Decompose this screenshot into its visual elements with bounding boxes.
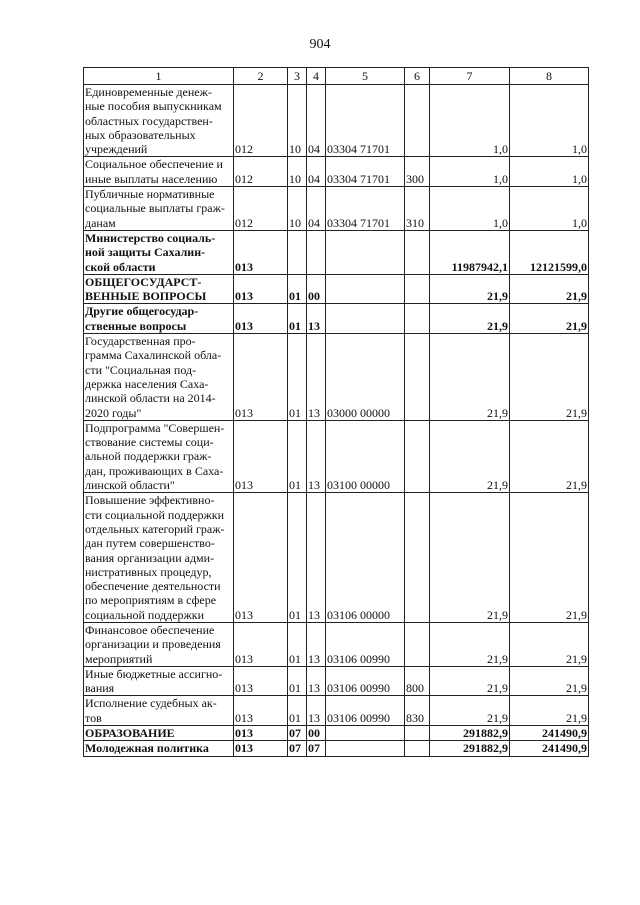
row-amount-2: 241490,9 — [510, 726, 589, 741]
row-target-code: 03100 00000 — [326, 420, 405, 492]
row-ministry-code: 013 — [234, 334, 288, 421]
row-amount-2: 21,9 — [510, 493, 589, 623]
row-name-line: ные пособия выпускникам — [85, 99, 222, 114]
row-name — [84, 274, 234, 304]
row-subsection-code: 04 — [307, 187, 326, 231]
row-name-line: дан путем совершенство- — [85, 536, 215, 551]
row-amount-2: 21,9 — [510, 696, 589, 726]
table-header-row — [84, 68, 589, 85]
row-name-line: Единовременные денеж- — [85, 85, 212, 99]
row-section-code: 01 — [288, 334, 307, 421]
row-expense-type — [405, 85, 430, 157]
row-amount-1: 21,9 — [430, 666, 510, 696]
row-amount-2: 241490,9 — [510, 741, 589, 756]
row-target-code — [326, 726, 405, 741]
row-name-line: организации и проведения — [85, 637, 221, 652]
row-name-line: ной защиты Сахалин- — [85, 245, 206, 260]
row-name-line: вания организации адми- — [85, 550, 215, 565]
row-name — [84, 334, 234, 421]
row-name-line: держка населения Саха- — [85, 376, 209, 391]
row-name-line: нистративных процедур, — [85, 564, 212, 579]
row-subsection-code: 13 — [307, 622, 326, 666]
row-amount-1: 21,9 — [430, 493, 510, 623]
row-subsection-code: 00 — [307, 274, 326, 304]
row-target-code: 03304 71701 — [326, 187, 405, 231]
row-name-line: Другие общегосудар- — [85, 304, 199, 319]
row-section-code: 10 — [288, 187, 307, 231]
header-cell: 6 — [405, 68, 430, 85]
row-name-line: Социальное обеспечение и — [85, 157, 223, 172]
table-row — [84, 420, 589, 492]
table-row — [84, 274, 589, 304]
row-name-line: ской области — [85, 259, 156, 274]
row-section-code: 01 — [288, 696, 307, 726]
header-cell: 3 — [288, 68, 307, 85]
header-cell: 1 — [84, 68, 234, 85]
row-ministry-code: 013 — [234, 696, 288, 726]
row-amount-2: 21,9 — [510, 622, 589, 666]
row-amount-2: 12121599,0 — [510, 230, 589, 274]
table-row — [84, 741, 589, 756]
row-target-code — [326, 741, 405, 756]
row-ministry-code: 013 — [234, 741, 288, 756]
row-expense-type — [405, 493, 430, 623]
row-section-code: 01 — [288, 666, 307, 696]
row-ministry-code: 013 — [234, 666, 288, 696]
row-name-line: учреждений — [85, 142, 148, 157]
row-amount-2: 1,0 — [510, 85, 589, 157]
row-amount-2: 21,9 — [510, 420, 589, 492]
row-section-code: 07 — [288, 741, 307, 756]
row-name-line: Публичные нормативные — [85, 187, 215, 202]
row-name-line: Иные бюджетные ассигно- — [85, 666, 223, 681]
row-target-code: 03106 00000 — [326, 493, 405, 623]
table-row — [84, 726, 589, 741]
row-name-line: вания — [85, 681, 115, 696]
row-ministry-code: 012 — [234, 187, 288, 231]
row-amount-2: 21,9 — [510, 334, 589, 421]
row-target-code: 03304 71701 — [326, 85, 405, 157]
table-row — [84, 187, 589, 231]
row-name — [84, 622, 234, 666]
row-amount-2: 21,9 — [510, 666, 589, 696]
table-row — [84, 666, 589, 696]
row-name — [84, 726, 234, 741]
row-ministry-code: 013 — [234, 726, 288, 741]
row-section-code: 10 — [288, 85, 307, 157]
row-name-line: социальные выплаты граж- — [85, 201, 225, 216]
row-subsection-code: 13 — [307, 420, 326, 492]
row-subsection-code: 13 — [307, 696, 326, 726]
header-cell: 2 — [234, 68, 288, 85]
row-name-line: ственные вопросы — [85, 318, 187, 333]
row-name-line: отдельных категорий граж- — [85, 521, 225, 536]
row-amount-2: 21,9 — [510, 304, 589, 334]
row-amount-1: 11987942,1 — [430, 230, 510, 274]
row-ministry-code: 013 — [234, 420, 288, 492]
row-ministry-code: 013 — [234, 304, 288, 334]
table-row — [84, 493, 589, 623]
row-target-code: 03304 71701 — [326, 157, 405, 187]
row-expense-type: 300 — [405, 157, 430, 187]
row-section-code: 01 — [288, 493, 307, 623]
row-target-code: 03106 00990 — [326, 666, 405, 696]
row-target-code: 03000 00000 — [326, 334, 405, 421]
row-name-line: альной поддержки граж- — [85, 449, 212, 464]
row-name-line: обеспечение деятельности — [85, 579, 221, 594]
row-name-line: Финансовое обеспечение — [85, 622, 215, 637]
row-amount-1: 21,9 — [430, 274, 510, 304]
row-ministry-code: 013 — [234, 493, 288, 623]
row-name — [84, 157, 234, 187]
table-row — [84, 157, 589, 187]
row-subsection-code: 04 — [307, 157, 326, 187]
row-ministry-code: 012 — [234, 157, 288, 187]
row-name-line: тов — [85, 710, 102, 725]
row-amount-1: 21,9 — [430, 304, 510, 334]
table-row — [84, 85, 589, 157]
row-amount-2: 21,9 — [510, 274, 589, 304]
row-name — [84, 493, 234, 623]
table-row — [84, 622, 589, 666]
row-name-line: ОБРАЗОВАНИЕ — [85, 726, 175, 741]
row-name-line: данам — [85, 215, 116, 230]
row-amount-1: 21,9 — [430, 622, 510, 666]
row-expense-type — [405, 622, 430, 666]
row-ministry-code: 012 — [234, 85, 288, 157]
row-name — [84, 741, 234, 756]
row-name-line: социальной поддержки — [85, 607, 205, 622]
row-name-line: Государственная про- — [85, 334, 196, 349]
row-subsection-code: 04 — [307, 85, 326, 157]
row-amount-1: 291882,9 — [430, 726, 510, 741]
table-row — [84, 696, 589, 726]
header-cell: 7 — [430, 68, 510, 85]
row-name-line: иные выплаты населению — [85, 171, 218, 186]
row-name-line: Повышение эффективно- — [85, 493, 215, 508]
row-subsection-code: 07 — [307, 741, 326, 756]
row-target-code — [326, 274, 405, 304]
row-expense-type — [405, 420, 430, 492]
row-target-code — [326, 230, 405, 274]
row-name — [84, 85, 234, 157]
row-section-code: 07 — [288, 726, 307, 741]
budget-table — [83, 67, 589, 757]
row-name-line: сти "Социальная под- — [85, 362, 197, 377]
row-name-line: Молодежная политика — [85, 741, 209, 756]
row-name-line: мероприятий — [85, 651, 153, 666]
row-expense-type — [405, 274, 430, 304]
row-section-code: 10 — [288, 157, 307, 187]
row-subsection-code: 13 — [307, 334, 326, 421]
row-amount-1: 21,9 — [430, 420, 510, 492]
table-row — [84, 334, 589, 421]
row-name — [84, 420, 234, 492]
row-expense-type: 800 — [405, 666, 430, 696]
row-name-line: ОБЩЕГОСУДАРСТ- — [85, 274, 202, 289]
row-subsection-code — [307, 230, 326, 274]
row-ministry-code: 013 — [234, 274, 288, 304]
row-subsection-code: 13 — [307, 304, 326, 334]
row-ministry-code: 013 — [234, 622, 288, 666]
table-row — [84, 230, 589, 274]
row-section-code: 01 — [288, 622, 307, 666]
row-amount-1: 291882,9 — [430, 741, 510, 756]
row-amount-1: 21,9 — [430, 334, 510, 421]
row-subsection-code: 13 — [307, 666, 326, 696]
page-number: 904 — [309, 37, 331, 52]
row-name — [84, 666, 234, 696]
row-amount-2: 1,0 — [510, 157, 589, 187]
row-subsection-code: 00 — [307, 726, 326, 741]
row-expense-type: 830 — [405, 696, 430, 726]
header-cell: 4 — [307, 68, 326, 85]
row-target-code: 03106 00990 — [326, 696, 405, 726]
row-amount-1: 1,0 — [430, 85, 510, 157]
row-name-line: сти социальной поддержки — [85, 507, 225, 522]
row-name-line: Подпрограмма "Совершен- — [85, 420, 225, 435]
row-expense-type — [405, 304, 430, 334]
row-section-code: 01 — [288, 274, 307, 304]
row-name — [84, 304, 234, 334]
row-name — [84, 696, 234, 726]
row-section-code — [288, 230, 307, 274]
header-cell: 5 — [326, 68, 405, 85]
row-name-line: линской области на 2014- — [85, 391, 216, 406]
row-name-line: 2020 годы" — [85, 405, 142, 420]
row-amount-2: 1,0 — [510, 187, 589, 231]
row-name-line: линской области" — [85, 478, 175, 493]
row-amount-1: 21,9 — [430, 696, 510, 726]
row-expense-type — [405, 334, 430, 421]
row-amount-1: 1,0 — [430, 157, 510, 187]
row-name-line: областных государствен- — [85, 113, 213, 128]
row-name-line: ствование системы соци- — [85, 435, 214, 450]
row-name-line: ВЕННЫЕ ВОПРОСЫ — [85, 289, 207, 304]
row-name-line: дан, проживающих в Саха- — [85, 463, 224, 478]
row-ministry-code: 013 — [234, 230, 288, 274]
row-name-line: грамма Сахалинской обла- — [85, 348, 222, 363]
row-section-code: 01 — [288, 420, 307, 492]
table-row — [84, 304, 589, 334]
header-cell: 8 — [510, 68, 589, 85]
row-expense-type — [405, 726, 430, 741]
row-expense-type: 310 — [405, 187, 430, 231]
row-target-code: 03106 00990 — [326, 622, 405, 666]
row-name-line: ных образовательных — [85, 127, 196, 142]
row-name-line: Министерство социаль- — [85, 230, 216, 245]
row-name — [84, 187, 234, 231]
row-target-code — [326, 304, 405, 334]
row-section-code: 01 — [288, 304, 307, 334]
row-expense-type — [405, 230, 430, 274]
row-subsection-code: 13 — [307, 493, 326, 623]
row-amount-1: 1,0 — [430, 187, 510, 231]
row-name — [84, 230, 234, 274]
row-name-line: Исполнение судебных ак- — [85, 696, 217, 711]
row-name-line: по мероприятиям в сфере — [85, 593, 217, 608]
row-expense-type — [405, 741, 430, 756]
